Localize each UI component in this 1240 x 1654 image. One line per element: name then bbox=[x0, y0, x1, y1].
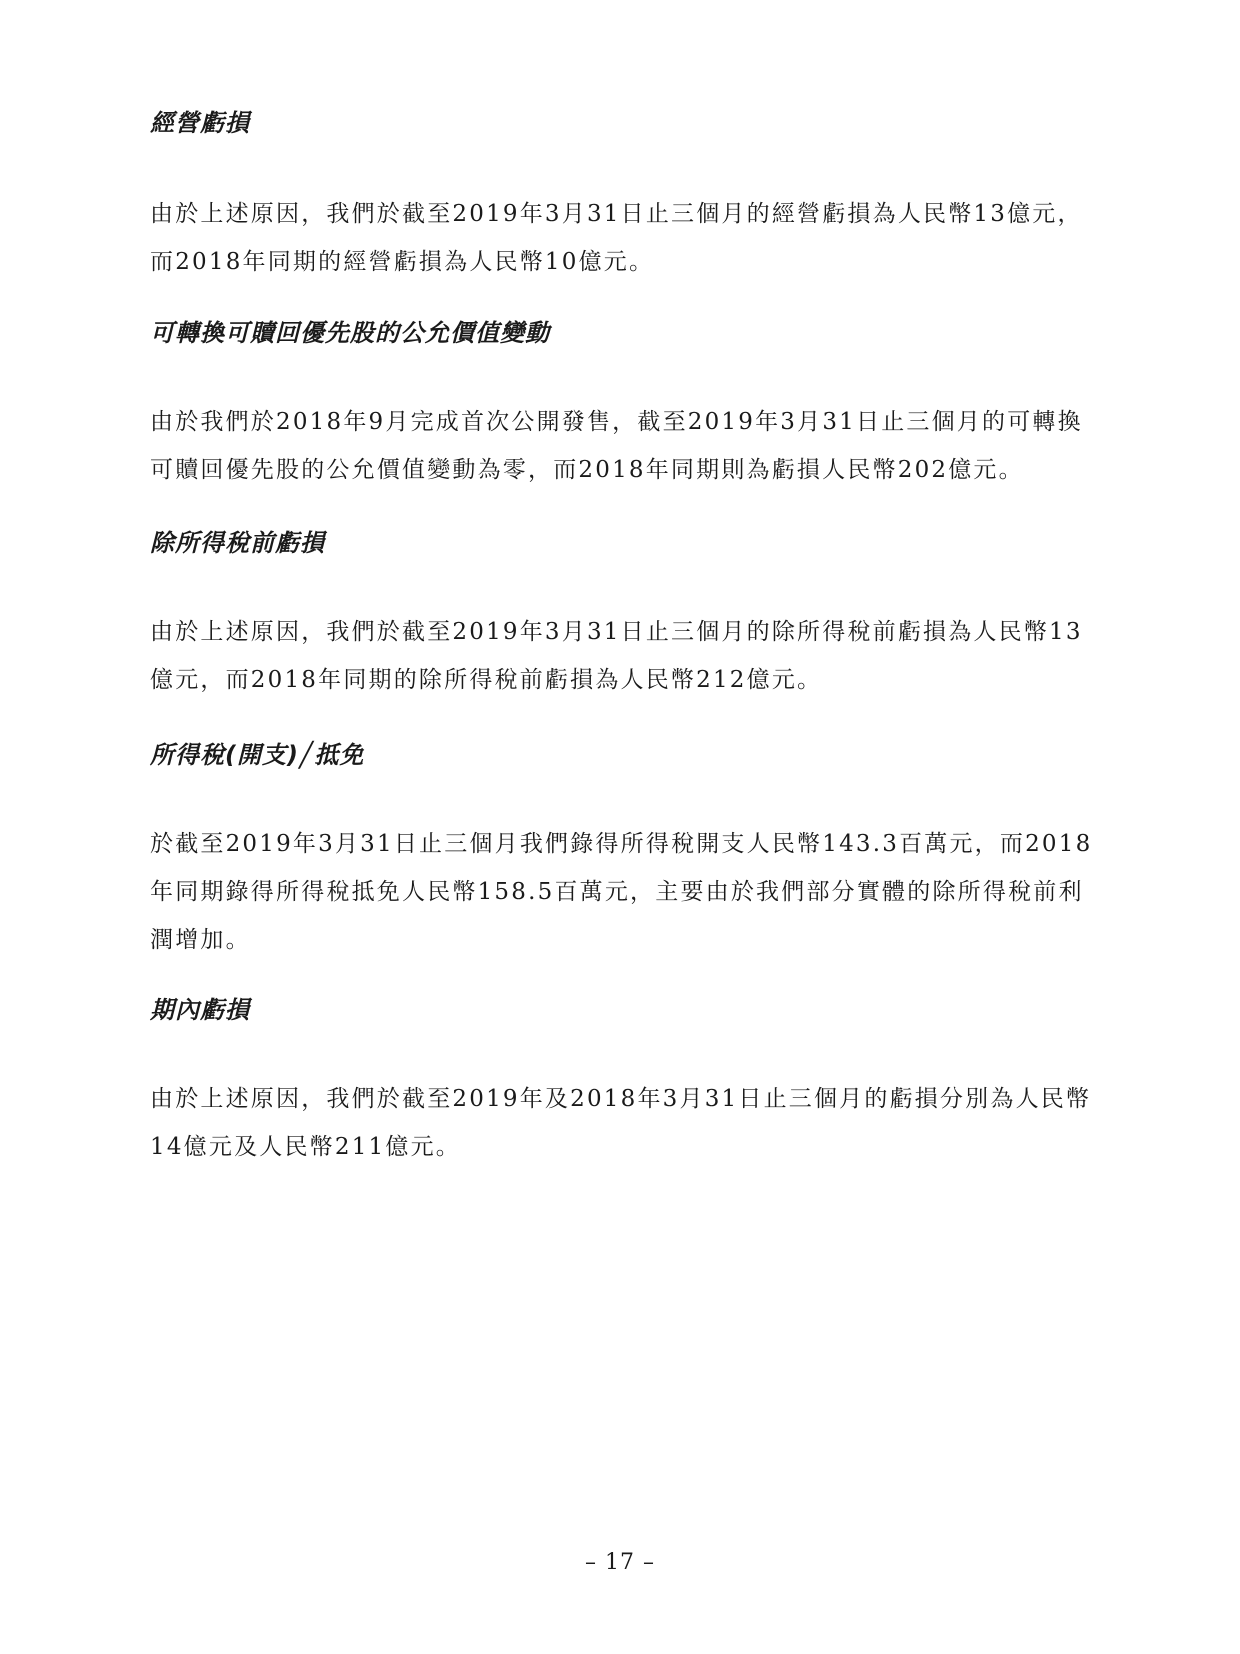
section-heading: 所得稅(開支)╱抵免 bbox=[150, 741, 365, 769]
section-paragraph: 由於上述原因，我們於截至2019年3月31日止三個月的經營虧損為人民幣13億元，而2018年同期的經營虧損為人民幣10億元。 bbox=[150, 201, 1083, 275]
section-paragraph: 由於上述原因，我們於截至2019年3月31日止三個月的除所得稅前虧損為人民幣13億元，而2018年同期的除所得稅前虧損為人民幣212億元。 bbox=[150, 619, 1083, 693]
section-operating-loss bbox=[150, 108, 1100, 275]
section-loss-before-tax bbox=[150, 528, 1100, 693]
section-loss-for-period bbox=[150, 995, 1100, 1160]
section-heading: 期內虧損 bbox=[150, 996, 250, 1024]
section-income-tax bbox=[150, 740, 1100, 953]
section-paragraph: 由於上述原因，我們於截至2019年及2018年3月31日止三個月的虧損分別為人民幣14億元及人民幣211億元。 bbox=[150, 1086, 1092, 1160]
section-paragraph: 由於我們於2018年9月完成首次公開發售，截至2019年3月31日止三個月的可轉換可贖回優先股的公允價值變動為零，而2018年同期則為虧損人民幣202億元。 bbox=[150, 409, 1083, 483]
page-number: – 17 – bbox=[585, 1550, 655, 1575]
section-heading: 除所得稅前虧損 bbox=[150, 529, 325, 557]
section-heading: 可轉換可贖回優先股的公允價值變動 bbox=[150, 319, 550, 347]
section-paragraph: 於截至2019年3月31日止三個月我們錄得所得稅開支人民幣143.3百萬元，而2018年同期錄得所得稅抵免人民幣158.5百萬元，主要由於我們部分實體的除所得稅前利潤增加。 bbox=[150, 831, 1093, 953]
section-heading: 經營虧損 bbox=[150, 109, 250, 137]
section-fair-value-change bbox=[150, 318, 1100, 483]
